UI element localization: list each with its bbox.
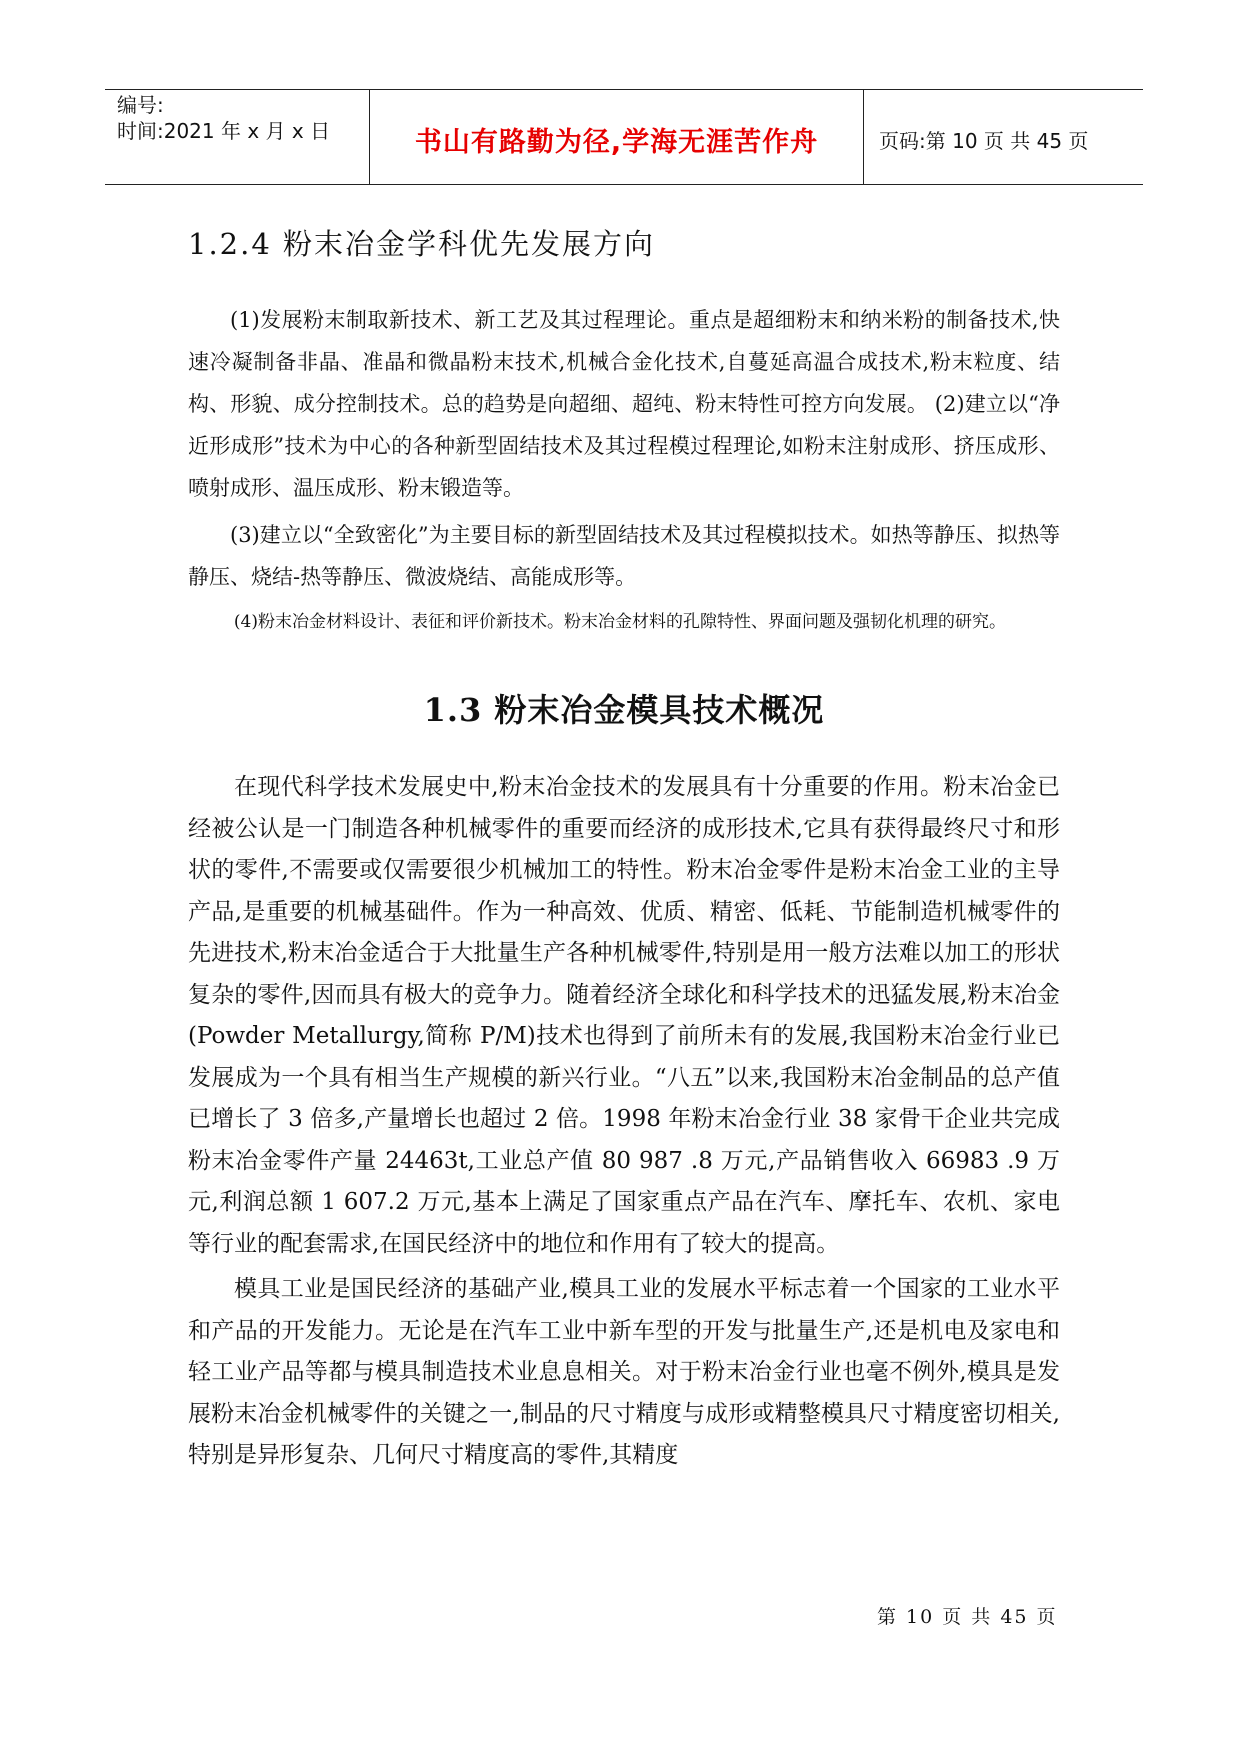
page-content [188,222,1060,1477]
paragraph: (1)发展粉末制取新技术、新工艺及其过程理论。重点是超细粉末和纳米粉的制备技术,快速冷凝制备非晶、准晶和微晶粉末技术,机械合金化技术,自蔓延高温合成技术,粉末粒度、结构、形貌、成分控制技术。总的趋势是向超细、超纯、粉末特性可控方向发展。 (2)建立以“净近形成形”技术为中心的各种新型固结技术及其过程模过程理论,如粉末注射成形、挤压成形、喷射成形、温压成形、粉末锻造等。 [188,308,1060,500]
page-header [105,89,1143,185]
subsection-heading: 1.2.4 粉末冶金学科优先发展方向 [188,227,656,261]
header-page-info [864,90,1143,184]
motto-text: 书山有路勤为径,学海无涯苦作舟 [414,126,819,158]
header-meta [105,90,370,184]
page-info-text: 页码:第 10 页 共 45 页 [879,128,1089,153]
page-footer: 第 10 页 共 45 页 [877,1606,1058,1628]
paragraph: (3)建立以“全致密化”为主要目标的新型固结技术及其过程模拟技术。如热等静压、拟热等静压、烧结-热等静压、微波烧结、高能成形等。 [188,523,1060,589]
paragraph: (4)粉末冶金材料设计、表征和评价新技术。粉末冶金材料的孔隙特性、界面问题及强韧化机理的研究。 [233,612,1006,632]
header-motto-cell [370,90,864,184]
time-label: 时间:2021 年 x 月 x 日 [117,119,331,143]
paragraph: 在现代科学技术发展史中,粉末冶金技术的发展具有十分重要的作用。粉末冶金已经被公认是一门制造各种机械零件的重要而经济的成形技术,它具有获得最终尺寸和形状的零件,不需要或仅需要很少机械加工的特性。粉末冶金零件是粉末冶金工业的主导产品,是重要的机械基础件。作为一种高效、优质、精密、低耗、节能制造机械零件的先进技术,粉末冶金适合于大批量生产各种机械零件,特别是用一般方法难以加工的形状复杂的零件,因而具有极大的竞争力。随着经济全球化和科学技术的迅猛发展,粉末冶金(Powder Metallurgy,简称 P/M)技术也得到了前所未有的发展,我国粉末冶金行业已发展成为一个具有相当生产规模的新兴行业。“八五”以来,我国粉末冶金制品的总产值已增长了 3 倍多,产量增长也超过 2 倍。1998 年粉末冶金行业 38 家骨干企业共完成粉末冶金零件产量 24463t,工业总产值 80 987 .8 万元,产品销售收入 66983 .9 万元,利润总额 1 607.2 万元,基本上满足了国家重点产品在汽车、摩托车、农机、家电等行业的配套需求,在国民经济中的地位和作用有了较大的提高。 [188,774,1060,1257]
serial-label: 编号: [117,93,164,117]
section-heading: 1.3 粉末冶金模具技术概况 [423,691,825,729]
paragraph: 模具工业是国民经济的基础产业,模具工业的发展水平标志着一个国家的工业水平和产品的开发能力。无论是在汽车工业中新车型的开发与批量生产,还是机电及家电和轻工业产品等都与模具制造技术业息息相关。对于粉末冶金行业也毫不例外,模具是发展粉末冶金机械零件的关键之一,制品的尺寸精度与成形或精整模具尺寸精度密切相关,特别是异形复杂、几何尺寸精度高的零件,其精度 [188,1276,1060,1468]
